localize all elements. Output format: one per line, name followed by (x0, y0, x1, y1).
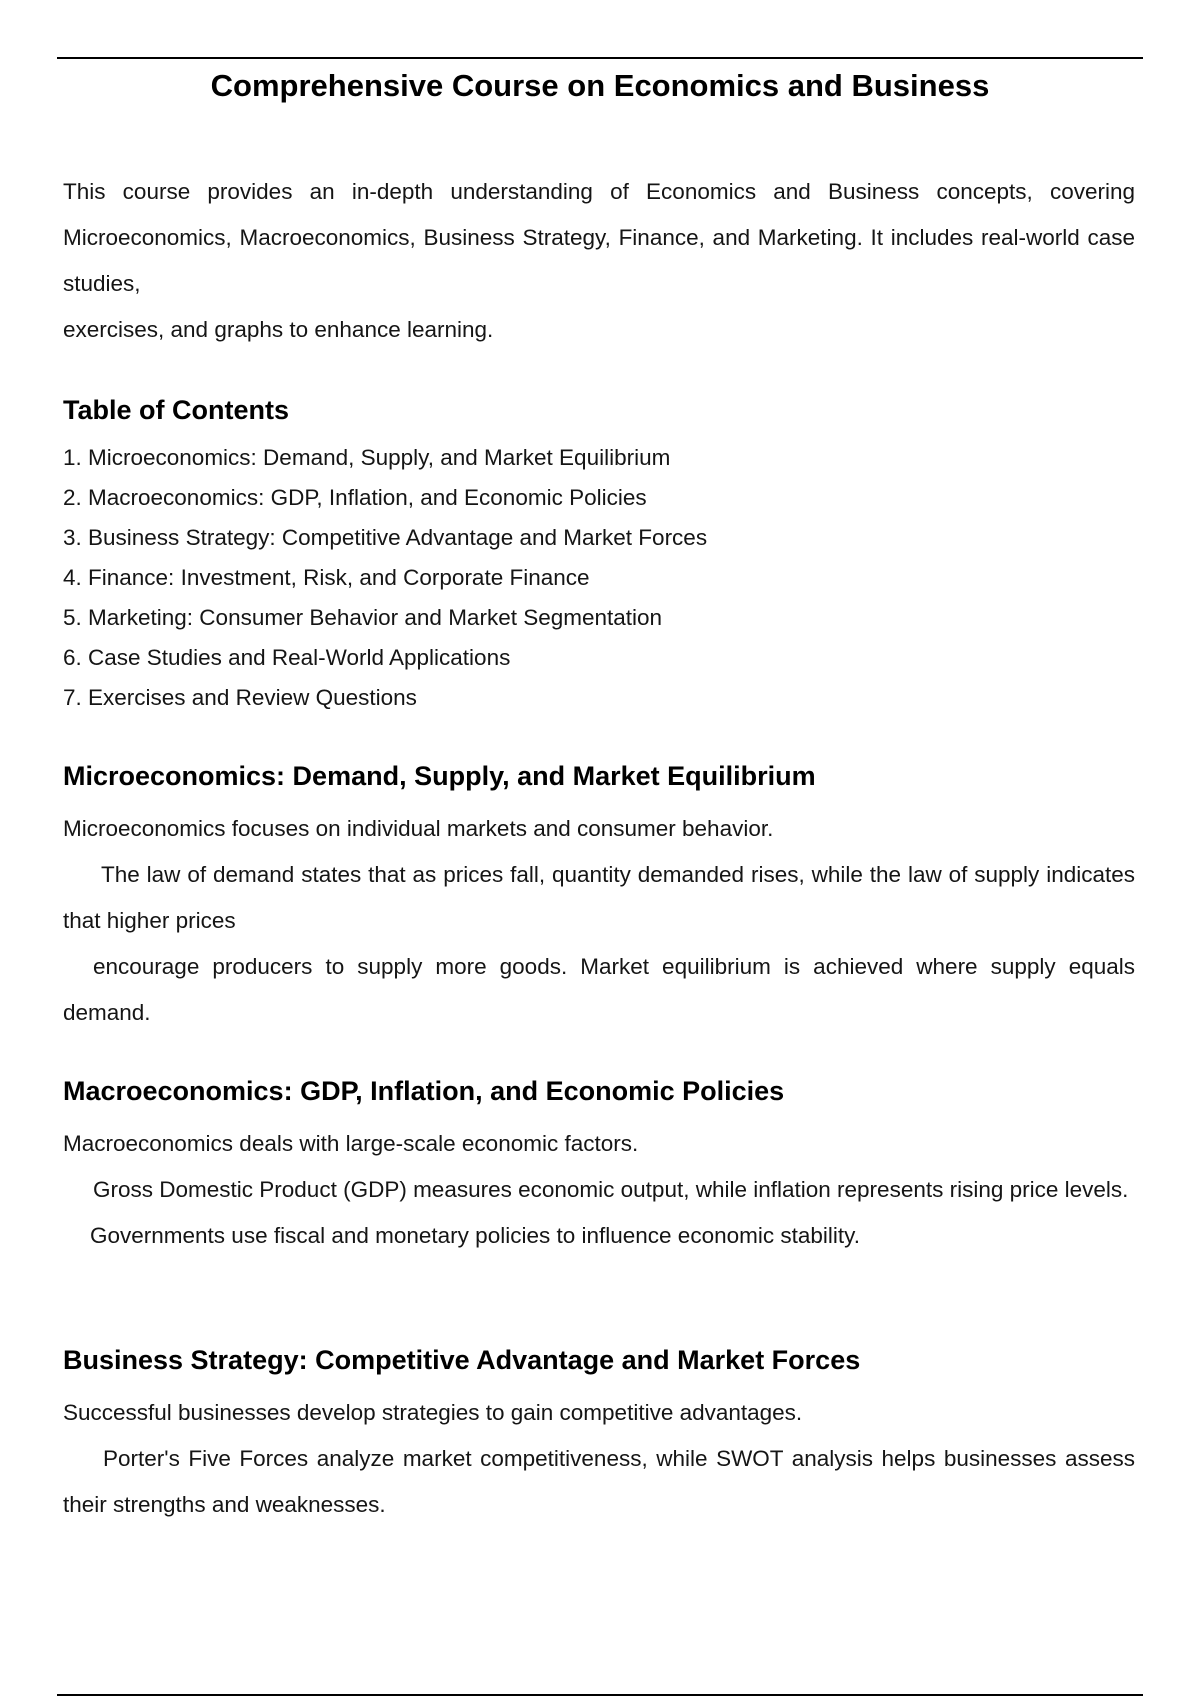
top-rule (57, 57, 1143, 59)
section-heading-macroeconomics: Macroeconomics: GDP, Inflation, and Economic Policies (63, 1076, 785, 1106)
section-paragraph: Governments use fiscal and monetary policies to influence economic stability. (90, 1223, 860, 1248)
section-heading-business-strategy: Business Strategy: Competitive Advantage and Market Forces (63, 1345, 861, 1375)
section-lead: Microeconomics focuses on individual markets and consumer behavior. (63, 816, 774, 841)
intro-paragraph: This course provides an in-depth understanding of Economics and Business concepts, covering Microeconomics, Macroeconomics, Business Strategy, Finance, and Marketing. It includes real-world case studies, (63, 179, 1135, 296)
toc-item: 5. Marketing: Consumer Behavior and Market Segmentation (63, 605, 663, 630)
section-paragraph: Porter's Five Forces analyze market competitiveness, while SWOT analysis helps businesses assess their strengths and weaknesses. (63, 1446, 1135, 1517)
intro-section (63, 169, 1135, 353)
section-heading-microeconomics: Microeconomics: Demand, Supply, and Market Equilibrium (63, 761, 816, 791)
toc-item: 6. Case Studies and Real-World Applications (63, 645, 511, 670)
page-title: Comprehensive Course on Economics and Business (210, 68, 990, 103)
section-lead: Macroeconomics deals with large-scale economic factors. (63, 1131, 639, 1156)
section-body-business-strategy (63, 1390, 1135, 1528)
toc-heading: Table of Contents (63, 395, 289, 425)
section-lead: Successful businesses develop strategies to gain competitive advantages. (63, 1400, 803, 1425)
section-body-microeconomics (63, 806, 1135, 1036)
toc-item: 2. Macroeconomics: GDP, Inflation, and Economic Policies (63, 485, 647, 510)
section-paragraph: Gross Domestic Product (GDP) measures economic output, while inflation represents rising price levels. (93, 1177, 1129, 1202)
table-of-contents (63, 438, 707, 718)
toc-item: 1. Microeconomics: Demand, Supply, and Market Equilibrium (63, 445, 671, 470)
section-paragraph: The law of demand states that as prices fall, quantity demanded rises, while the law of supply indicates that higher prices (63, 862, 1135, 933)
toc-item: 7. Exercises and Review Questions (63, 685, 417, 710)
section-paragraph: encourage producers to supply more goods. Market equilibrium is achieved where supply equals demand. (63, 954, 1135, 1025)
bottom-rule (57, 1694, 1143, 1696)
toc-item: 4. Finance: Investment, Risk, and Corporate Finance (63, 565, 590, 590)
toc-item: 3. Business Strategy: Competitive Advantage and Market Forces (63, 525, 708, 550)
section-body-macroeconomics (63, 1121, 1135, 1259)
intro-paragraph-continued: exercises, and graphs to enhance learning. (63, 317, 494, 342)
